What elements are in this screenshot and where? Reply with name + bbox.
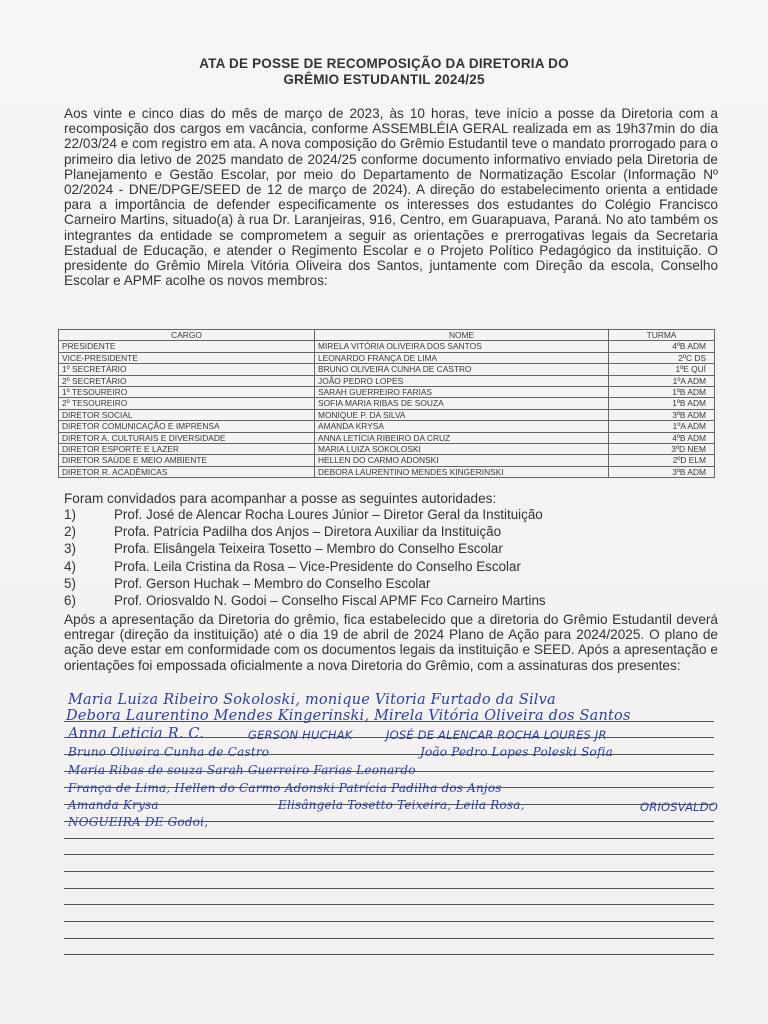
closing-paragraph: Após a apresentação da Diretoria do grêmio, fica estabelecido que a diretoria do Grêmio Estudantil deverá entregar (direção da instituição) até o dia 19 de abril de 2024 Plano de Ação para 2024/2025. O plano de ação deve estar em conformidade com os documentos legais da instituição e SEED. Após a apresentação e orientações foi empossada oficialmente a nova Diretoria do Grêmio, com a assinaturas dos presentes: <box>64 612 718 673</box>
table-row <box>59 466 715 477</box>
cell-nome: MONIQUE P. DA SILVA <box>315 409 609 420</box>
opening-paragraph: Aos vinte e cinco dias do mês de março de 2023, às 10 horas, teve início a posse da Diretoria com a recomposição dos cargos em vacância, conforme ASSEMBLÉIA GERAL realizada em as 19h37min do dia 22/03/24 e com registro em ata. A nova composição do Grêmio Estudantil teve o mandato prorrogado para o primeiro dia letivo de 2025 mandato de 2024/25 conforme documento informativo enviado pela Diretoria de Planejamento e Gestão Escolar, por meio do Departamento de Normatização Escolar (Informação Nº 02/2024 - DNE/DPGE/SEED de 12 de março de 2024). A direção do estabelecimento orienta a entidade para a importância de defender especificamente os interesses dos estudantes do Colégio Francisco Carneiro Martins, situado(a) à rua Dr. Laranjeiras, 916, Centro, em Guarapuava, Paraná. No ato também os integrantes da entidade se comprometem a seguir as orientações e prerrogativas legais da Secretaria Estadual de Educação, e atender o Regimento Escolar e o Projeto Político Pedagógico da instituição. O presidente do Grêmio Mirela Vitória Oliveira dos Santos, juntamente com Direção da escola, Conselho Escolar e APMF acolhe os novos membros: <box>64 106 718 289</box>
officers-table <box>58 329 715 478</box>
table-row <box>59 455 715 466</box>
cell-turma: 1ºA ADM <box>609 375 715 386</box>
list-number: 2) <box>64 524 76 540</box>
cell-cargo: PRESIDENTE <box>59 341 315 352</box>
list-number: 4) <box>64 558 76 574</box>
list-text: Profa. Patrícia Padilha dos Anjos – Diretora Auxiliar da Instituição <box>114 524 502 540</box>
list-text: Prof. José de Alencar Rocha Loures Júnior – Diretor Geral da Instituição <box>114 507 543 522</box>
cell-cargo: DIRETOR R. ACADÊMICAS <box>59 466 315 477</box>
cell-cargo: DIRETOR SOCIAL <box>59 409 315 420</box>
cell-nome: DEBORA LAURENTINO MENDES KINGERINSKI <box>315 466 609 477</box>
handwritten-signature: Bruno Oliveira Cunha de Castro <box>68 745 270 759</box>
cell-cargo: DIRETOR A. CULTURAIS E DIVERSIDADE <box>59 432 315 443</box>
list-item <box>64 576 718 593</box>
table-row <box>59 421 715 432</box>
handwritten-signature: GERSON HUCHAK <box>248 728 353 742</box>
cell-cargo: VICE-PRESIDENTE <box>59 352 315 363</box>
cell-nome: AMANDA KRYSA <box>315 421 609 432</box>
table-row <box>59 398 715 409</box>
list-number: 1) <box>64 507 76 522</box>
handwritten-signature: João Pedro Lopes Poleski Sofia <box>420 745 613 759</box>
invited-list <box>64 507 718 610</box>
cell-nome: SARAH GUERREIRO FARIAS <box>315 386 609 397</box>
cell-turma: 4ºB ADM <box>609 341 715 352</box>
table-row <box>59 386 715 397</box>
list-text: Prof. Oriosvaldo N. Godoi – Conselho Fiscal APMF Fco Carneiro Martins <box>114 592 546 608</box>
cell-cargo: 1º SECRETÁRIO <box>59 364 315 375</box>
cell-turma: 2ºD ELM <box>609 455 715 466</box>
header-cargo: CARGO <box>59 330 315 341</box>
header-turma: TURMA <box>609 330 715 341</box>
handwritten-signature: Anna Leticia R. C. <box>68 726 205 742</box>
cell-turma: 1ºA ADM <box>609 421 715 432</box>
cell-turma: 1ºB ADM <box>609 386 715 397</box>
table-header-row <box>59 330 715 341</box>
handwritten-signature: França de Lima, Hellen do Carmo Adonski Patrícia Padilha dos Anjos <box>68 781 502 795</box>
table-row <box>59 432 715 443</box>
cell-turma: 1ºB ADM <box>609 398 715 409</box>
signature-line <box>64 905 714 922</box>
handwritten-signature: Elisângela Tosetto Teixeira, Leila Rosa, <box>278 798 525 812</box>
cell-cargo: 2º SECRETÁRIO <box>59 375 315 386</box>
cell-cargo: DIRETOR ESPORTE E LAZER <box>59 443 315 454</box>
signature-lines <box>64 705 714 955</box>
signature-line <box>64 889 714 906</box>
signature-line <box>64 922 714 939</box>
cell-nome: MIRELA VITÓRIA OLIVEIRA DOS SANTOS <box>315 341 609 352</box>
table-row <box>59 409 715 420</box>
table-row <box>59 341 715 352</box>
cell-turma: 4ºB ADM <box>609 432 715 443</box>
handwritten-signature: Debora Laurentino Mendes Kingerinski, Mirela Vitória Oliveira dos Santos <box>66 708 631 724</box>
invited-intro: Foram convidados para acompanhar a posse as seguintes autoridades: <box>64 491 497 506</box>
list-number: 5) <box>64 575 76 591</box>
cell-turma: 2ºC DS <box>609 352 715 363</box>
cell-nome: HELLEN DO CARMO ADONSKI <box>315 455 609 466</box>
cell-turma: 3ºD NEM <box>609 443 715 454</box>
list-item <box>64 524 718 541</box>
list-item <box>64 507 718 524</box>
handwritten-signature: Maria Ribas de souza Sarah Guerreiro Farias Leonardo <box>68 763 416 777</box>
cell-nome: LEONARDO FRANÇA DE LIMA <box>315 352 609 363</box>
cell-nome: BRUNO OLIVEIRA CUNHA DE CASTRO <box>315 364 609 375</box>
handwritten-signature: ORIOSVALDO <box>640 800 719 814</box>
handwritten-signature: Amanda Krysa <box>68 798 159 812</box>
signature-line <box>64 839 714 856</box>
signature-line <box>64 939 714 956</box>
handwritten-signature: JOSÉ DE ALENCAR ROCHA LOURES JR <box>386 728 607 742</box>
handwritten-signature: NOGUEIRA DE Godoi, <box>68 815 209 829</box>
document-title-line1: ATA DE POSSE DE RECOMPOSIÇÃO DA DIRETORIA DO <box>199 56 569 71</box>
cell-turma: 3ºB ADM <box>609 466 715 477</box>
cell-cargo: DIRETOR COMUNICAÇÃO E IMPRENSA <box>59 421 315 432</box>
cell-cargo: 1º TESOUREIRO <box>59 386 315 397</box>
cell-nome: MARIA LUIZA SOKOLOSKI <box>315 443 609 454</box>
signature-line <box>64 855 714 872</box>
signature-line <box>64 872 714 889</box>
list-item <box>64 541 718 558</box>
table-row <box>59 364 715 375</box>
table-row <box>59 375 715 386</box>
list-text: Prof. Gerson Huchak – Membro do Conselho Escolar <box>114 575 431 591</box>
cell-turma: 1ºE QUÍ <box>609 364 715 375</box>
header-nome: NOME <box>315 330 609 341</box>
cell-nome: ANNA LETÍCIA RIBEIRO DA CRUZ <box>315 432 609 443</box>
list-number: 3) <box>64 541 76 557</box>
list-item <box>64 593 718 610</box>
table-row <box>59 352 715 363</box>
table-row <box>59 443 715 454</box>
list-text: Profa. Leila Cristina da Rosa – Vice-Presidente do Conselho Escolar <box>114 558 521 574</box>
cell-nome: JOÃO PEDRO LOPES <box>315 375 609 386</box>
document-title-line2: GRÊMIO ESTUDANTIL 2024/25 <box>283 72 485 87</box>
list-text: Profa. Elisângela Teixeira Tosetto – Membro do Conselho Escolar <box>114 541 503 557</box>
cell-nome: SOFIA MARIA RIBAS DE SOUZA <box>315 398 609 409</box>
list-number: 6) <box>64 592 76 608</box>
handwritten-signature: Maria Luiza Ribeiro Sokoloski, monique Vitoria Furtado da Silva <box>68 692 556 708</box>
cell-cargo: DIRETOR SAÚDE E MEIO AMBIENTE <box>59 455 315 466</box>
cell-cargo: 2º TESOUREIRO <box>59 398 315 409</box>
list-item <box>64 559 718 576</box>
cell-turma: 3ºB ADM <box>609 409 715 420</box>
